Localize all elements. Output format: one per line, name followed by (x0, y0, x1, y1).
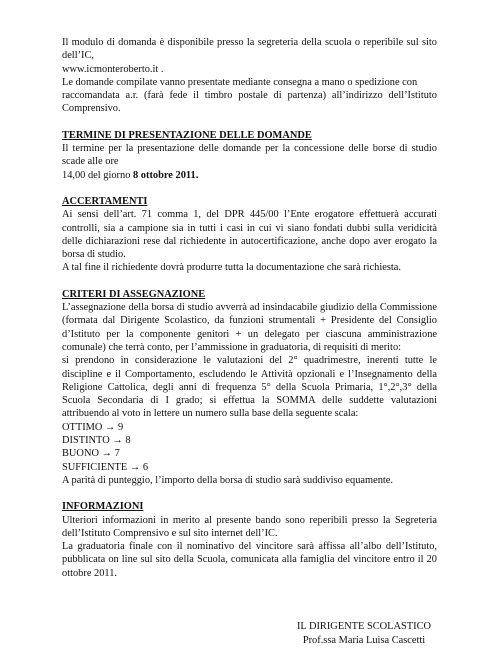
termine-time: 14,00 del giorno (62, 169, 133, 181)
signature-title: IL DIRIGENTE SCOLASTICO (296, 620, 432, 632)
termine-line-2 (62, 169, 437, 182)
arrow-icon: → (101, 448, 112, 460)
informazioni-heading: INFORMAZIONI (62, 501, 144, 513)
intro-line-3: Le domande compilate vanno presentate mediante consegna a mano o spedizione con (62, 76, 418, 88)
termine-line-1: Il termine per la presentazione delle domande per la concessione delle borse di studio scade alle ore (62, 143, 437, 168)
grading-scale (62, 421, 437, 474)
scale-row-sufficiente: SUFFICIENTE → 6 (62, 461, 149, 473)
intro-website: www.icmonteroberto.it . (62, 63, 164, 75)
arrow-icon: → (112, 435, 123, 447)
scale-row-ottimo: OTTIMO → 9 (62, 421, 124, 433)
arrow-icon: → (105, 421, 116, 433)
accertamenti-text: Ai sensi dell’art. 71 comma 1, del DPR 445/00 l’Ente erogatore effettuerà accurati controlli, sia a campione sia in tutti i casi in cui vi siano fondati dubbi sulla veridicità delle dichiarazioni rese dal richiedente in autocertificazione, anche dopo aver erogato la borsa di studio. (62, 209, 437, 261)
scale-row-distinto: DISTINTO → 8 (62, 435, 131, 447)
document-page (62, 36, 437, 650)
criteri-heading: CRITERI DI ASSEGNAZIONE (62, 288, 206, 300)
accertamenti-text-2: A tal fine il richiedente dovrà produrre tutta la documentazione che sarà richiesta. (62, 262, 401, 274)
termine-date: 8 ottobre 2011. (133, 169, 199, 181)
signature-name: Prof.ssa Maria Luisa Cascetti (302, 634, 426, 646)
intro-line-1: Il modulo di domanda è disponibile presso la segreteria della scuola o reperibile sul sito dell’IC, (62, 37, 437, 62)
accertamenti-heading: ACCERTAMENTI (62, 195, 148, 207)
criteri-text-3: A parità di punteggio, l’importo della borsa di studio sarà suddiviso equamente. (62, 474, 393, 486)
informazioni-text-1: Ulteriori informazioni in merito al presente bando sono reperibili presso la Segreteria dell’Istituto Comprensivo e sul sito internet dell’IC. (62, 514, 437, 539)
criteri-text-1: L’assegnazione della borsa di studio avverrà ad insindacabile giudizio della Commissione (formata dal Dirigente Scolastico, da funzioni strumentali + Presidente del Consiglio d’Istituto per la componente genitori + un delegato per ciascuna amministrazione comunale) che terrà conto, per l’ammissione in graduatoria, di requisiti di merito: (62, 302, 437, 353)
arrow-icon: → (129, 461, 141, 473)
scale-row-buono: BUONO → 7 (62, 448, 120, 460)
criteri-text-2: si prendono in considerazione le valutazioni del 2° quadrimestre, inerenti tutte le discipline e il Comportamento, escludendo le Attività opzionali e l’Insegnamento della Religione Cattolica, degli anni di frequenza 5° della Scuola Primaria, 1°,2°,3° della Scuola Secondaria di I grado; si effettua la SOMMA delle suddette valutazioni attribuendo al voto in lettere un numero sulla base della seguente scala: (62, 355, 437, 420)
informazioni-text-2: La graduatoria finale con il nominativo del vincitore sarà affissa all’albo dell’Istituto, pubblicata on line sul sito della Scuola, comunicata alla famiglia del vincitore entro il 20 ottobre 2011. (62, 541, 437, 579)
intro-line-4: raccomandata a.r. (farà fede il timbro postale di partenza) all’indirizzo dell’Istituto Comprensivo. (62, 90, 437, 115)
termine-heading: TERMINE DI PRESENTAZIONE DELLE DOMANDE (62, 129, 312, 141)
